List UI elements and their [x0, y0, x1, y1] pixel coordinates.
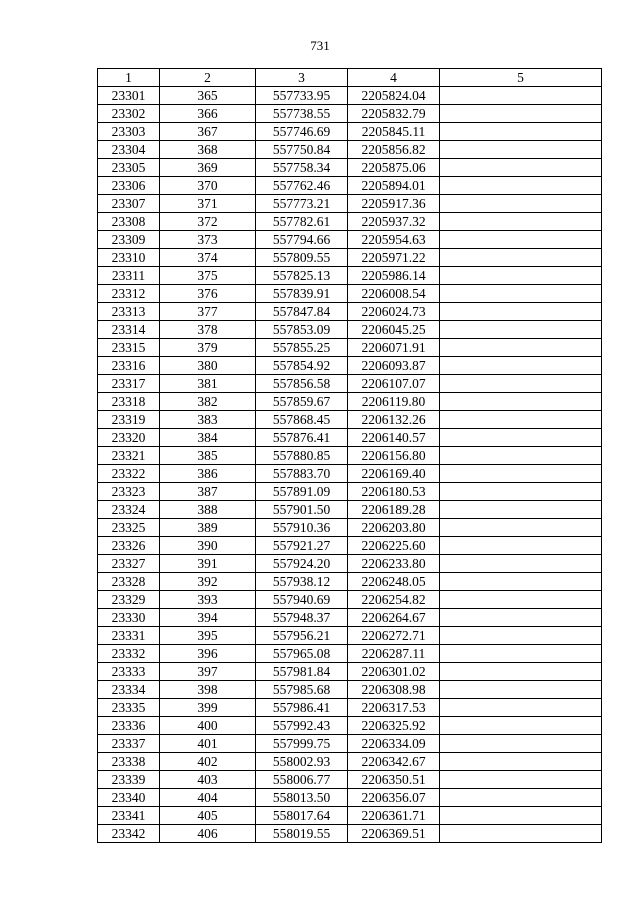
table-row — [98, 285, 602, 303]
vertex-index-cell: 382 — [160, 393, 256, 411]
notes-cell — [440, 357, 602, 375]
x-coordinate-cell: 557986.41 — [256, 699, 348, 717]
y-coordinate-cell: 2206325.92 — [348, 717, 440, 735]
x-coordinate-cell: 557782.61 — [256, 213, 348, 231]
x-coordinate-cell: 557999.75 — [256, 735, 348, 753]
table-row — [98, 735, 602, 753]
coordinates-table — [97, 68, 602, 843]
table-row — [98, 789, 602, 807]
table-row — [98, 213, 602, 231]
x-coordinate-cell: 557847.84 — [256, 303, 348, 321]
table-row — [98, 645, 602, 663]
y-coordinate-cell: 2205971.22 — [348, 249, 440, 267]
vertex-index-cell: 381 — [160, 375, 256, 393]
point-number-cell: 23334 — [98, 681, 160, 699]
point-number-cell: 23315 — [98, 339, 160, 357]
notes-cell — [440, 411, 602, 429]
x-coordinate-cell: 557758.34 — [256, 159, 348, 177]
table-row — [98, 105, 602, 123]
point-number-cell: 23337 — [98, 735, 160, 753]
table-row — [98, 357, 602, 375]
table-row — [98, 141, 602, 159]
table-row — [98, 267, 602, 285]
vertex-index-cell: 387 — [160, 483, 256, 501]
y-coordinate-cell: 2206254.82 — [348, 591, 440, 609]
x-coordinate-cell: 558017.64 — [256, 807, 348, 825]
x-coordinate-cell: 557853.09 — [256, 321, 348, 339]
table-row — [98, 375, 602, 393]
vertex-index-cell: 376 — [160, 285, 256, 303]
notes-cell — [440, 735, 602, 753]
table-row — [98, 663, 602, 681]
point-number-cell: 23342 — [98, 825, 160, 843]
table-row — [98, 339, 602, 357]
point-number-cell: 23310 — [98, 249, 160, 267]
notes-cell — [440, 645, 602, 663]
y-coordinate-cell: 2206008.54 — [348, 285, 440, 303]
y-coordinate-cell: 2206180.53 — [348, 483, 440, 501]
y-coordinate-cell: 2206334.09 — [348, 735, 440, 753]
x-coordinate-cell: 558006.77 — [256, 771, 348, 789]
x-coordinate-cell: 557733.95 — [256, 87, 348, 105]
column-header-3: 3 — [256, 69, 348, 87]
y-coordinate-cell: 2206308.98 — [348, 681, 440, 699]
notes-cell — [440, 483, 602, 501]
y-coordinate-cell: 2205875.06 — [348, 159, 440, 177]
table-row — [98, 573, 602, 591]
vertex-index-cell: 371 — [160, 195, 256, 213]
point-number-cell: 23336 — [98, 717, 160, 735]
table-row — [98, 303, 602, 321]
y-coordinate-cell: 2206024.73 — [348, 303, 440, 321]
y-coordinate-cell: 2206203.80 — [348, 519, 440, 537]
x-coordinate-cell: 557880.85 — [256, 447, 348, 465]
vertex-index-cell: 389 — [160, 519, 256, 537]
vertex-index-cell: 384 — [160, 429, 256, 447]
point-number-cell: 23327 — [98, 555, 160, 573]
notes-cell — [440, 465, 602, 483]
notes-cell — [440, 789, 602, 807]
y-coordinate-cell: 2206071.91 — [348, 339, 440, 357]
vertex-index-cell: 374 — [160, 249, 256, 267]
notes-cell — [440, 501, 602, 519]
y-coordinate-cell: 2206342.67 — [348, 753, 440, 771]
x-coordinate-cell: 557985.68 — [256, 681, 348, 699]
table-row — [98, 555, 602, 573]
point-number-cell: 23338 — [98, 753, 160, 771]
table-row — [98, 483, 602, 501]
notes-cell — [440, 87, 602, 105]
point-number-cell: 23330 — [98, 609, 160, 627]
x-coordinate-cell: 557854.92 — [256, 357, 348, 375]
vertex-index-cell: 391 — [160, 555, 256, 573]
point-number-cell: 23312 — [98, 285, 160, 303]
y-coordinate-cell: 2206233.80 — [348, 555, 440, 573]
notes-cell — [440, 321, 602, 339]
y-coordinate-cell: 2205894.01 — [348, 177, 440, 195]
x-coordinate-cell: 557738.55 — [256, 105, 348, 123]
y-coordinate-cell: 2205937.32 — [348, 213, 440, 231]
x-coordinate-cell: 557825.13 — [256, 267, 348, 285]
notes-cell — [440, 285, 602, 303]
y-coordinate-cell: 2205845.11 — [348, 123, 440, 141]
table-row — [98, 501, 602, 519]
y-coordinate-cell: 2206287.11 — [348, 645, 440, 663]
vertex-index-cell: 388 — [160, 501, 256, 519]
y-coordinate-cell: 2206107.07 — [348, 375, 440, 393]
vertex-index-cell: 398 — [160, 681, 256, 699]
table-row — [98, 249, 602, 267]
point-number-cell: 23305 — [98, 159, 160, 177]
table-row — [98, 717, 602, 735]
y-coordinate-cell: 2206045.25 — [348, 321, 440, 339]
point-number-cell: 23322 — [98, 465, 160, 483]
notes-cell — [440, 681, 602, 699]
y-coordinate-cell: 2206301.02 — [348, 663, 440, 681]
notes-cell — [440, 717, 602, 735]
notes-cell — [440, 213, 602, 231]
point-number-cell: 23307 — [98, 195, 160, 213]
point-number-cell: 23308 — [98, 213, 160, 231]
table-row — [98, 825, 602, 843]
table-row — [98, 807, 602, 825]
vertex-index-cell: 372 — [160, 213, 256, 231]
y-coordinate-cell: 2206169.40 — [348, 465, 440, 483]
point-number-cell: 23319 — [98, 411, 160, 429]
vertex-index-cell: 402 — [160, 753, 256, 771]
vertex-index-cell: 393 — [160, 591, 256, 609]
x-coordinate-cell: 557746.69 — [256, 123, 348, 141]
notes-cell — [440, 519, 602, 537]
column-header-5: 5 — [440, 69, 602, 87]
vertex-index-cell: 400 — [160, 717, 256, 735]
x-coordinate-cell: 557965.08 — [256, 645, 348, 663]
table-row — [98, 753, 602, 771]
notes-cell — [440, 753, 602, 771]
notes-cell — [440, 591, 602, 609]
notes-cell — [440, 249, 602, 267]
table-row — [98, 609, 602, 627]
vertex-index-cell: 369 — [160, 159, 256, 177]
vertex-index-cell: 395 — [160, 627, 256, 645]
point-number-cell: 23320 — [98, 429, 160, 447]
y-coordinate-cell: 2206248.05 — [348, 573, 440, 591]
table-row — [98, 159, 602, 177]
vertex-index-cell: 403 — [160, 771, 256, 789]
x-coordinate-cell: 557940.69 — [256, 591, 348, 609]
y-coordinate-cell: 2206317.53 — [348, 699, 440, 717]
notes-cell — [440, 339, 602, 357]
notes-cell — [440, 123, 602, 141]
y-coordinate-cell: 2205824.04 — [348, 87, 440, 105]
notes-cell — [440, 393, 602, 411]
table-row — [98, 447, 602, 465]
table-row — [98, 177, 602, 195]
point-number-cell: 23318 — [98, 393, 160, 411]
x-coordinate-cell: 557938.12 — [256, 573, 348, 591]
y-coordinate-cell: 2206356.07 — [348, 789, 440, 807]
x-coordinate-cell: 557910.36 — [256, 519, 348, 537]
x-coordinate-cell: 558002.93 — [256, 753, 348, 771]
point-number-cell: 23317 — [98, 375, 160, 393]
point-number-cell: 23303 — [98, 123, 160, 141]
table-row — [98, 429, 602, 447]
point-number-cell: 23340 — [98, 789, 160, 807]
vertex-index-cell: 405 — [160, 807, 256, 825]
x-coordinate-cell: 557868.45 — [256, 411, 348, 429]
notes-cell — [440, 105, 602, 123]
notes-cell — [440, 159, 602, 177]
y-coordinate-cell: 2206156.80 — [348, 447, 440, 465]
column-header-1: 1 — [98, 69, 160, 87]
table-row — [98, 537, 602, 555]
point-number-cell: 23313 — [98, 303, 160, 321]
point-number-cell: 23335 — [98, 699, 160, 717]
notes-cell — [440, 825, 602, 843]
y-coordinate-cell: 2206272.71 — [348, 627, 440, 645]
x-coordinate-cell: 557876.41 — [256, 429, 348, 447]
table-row — [98, 411, 602, 429]
vertex-index-cell: 404 — [160, 789, 256, 807]
table-row — [98, 681, 602, 699]
x-coordinate-cell: 557839.91 — [256, 285, 348, 303]
point-number-cell: 23301 — [98, 87, 160, 105]
notes-cell — [440, 699, 602, 717]
vertex-index-cell: 406 — [160, 825, 256, 843]
table-row — [98, 699, 602, 717]
notes-cell — [440, 177, 602, 195]
x-coordinate-cell: 557948.37 — [256, 609, 348, 627]
notes-cell — [440, 555, 602, 573]
x-coordinate-cell: 557981.84 — [256, 663, 348, 681]
x-coordinate-cell: 557859.67 — [256, 393, 348, 411]
table-row — [98, 627, 602, 645]
page-number: 731 — [310, 38, 330, 53]
point-number-cell: 23314 — [98, 321, 160, 339]
x-coordinate-cell: 557924.20 — [256, 555, 348, 573]
vertex-index-cell: 373 — [160, 231, 256, 249]
notes-cell — [440, 807, 602, 825]
vertex-index-cell: 397 — [160, 663, 256, 681]
point-number-cell: 23326 — [98, 537, 160, 555]
point-number-cell: 23323 — [98, 483, 160, 501]
y-coordinate-cell: 2206361.71 — [348, 807, 440, 825]
y-coordinate-cell: 2206264.67 — [348, 609, 440, 627]
table-row — [98, 195, 602, 213]
point-number-cell: 23339 — [98, 771, 160, 789]
notes-cell — [440, 375, 602, 393]
table-row — [98, 465, 602, 483]
notes-cell — [440, 429, 602, 447]
vertex-index-cell: 396 — [160, 645, 256, 663]
notes-cell — [440, 627, 602, 645]
x-coordinate-cell: 557773.21 — [256, 195, 348, 213]
x-coordinate-cell: 557921.27 — [256, 537, 348, 555]
y-coordinate-cell: 2206350.51 — [348, 771, 440, 789]
x-coordinate-cell: 557856.58 — [256, 375, 348, 393]
x-coordinate-cell: 558019.55 — [256, 825, 348, 843]
point-number-cell: 23325 — [98, 519, 160, 537]
y-coordinate-cell: 2206369.51 — [348, 825, 440, 843]
point-number-cell: 23341 — [98, 807, 160, 825]
vertex-index-cell: 383 — [160, 411, 256, 429]
x-coordinate-cell: 557794.66 — [256, 231, 348, 249]
notes-cell — [440, 267, 602, 285]
vertex-index-cell: 401 — [160, 735, 256, 753]
x-coordinate-cell: 557901.50 — [256, 501, 348, 519]
table-body — [98, 87, 602, 843]
vertex-index-cell: 377 — [160, 303, 256, 321]
table-row — [98, 123, 602, 141]
vertex-index-cell: 370 — [160, 177, 256, 195]
y-coordinate-cell: 2206119.80 — [348, 393, 440, 411]
point-number-cell: 23332 — [98, 645, 160, 663]
vertex-index-cell: 399 — [160, 699, 256, 717]
vertex-index-cell: 375 — [160, 267, 256, 285]
vertex-index-cell: 394 — [160, 609, 256, 627]
notes-cell — [440, 195, 602, 213]
notes-cell — [440, 141, 602, 159]
point-number-cell: 23321 — [98, 447, 160, 465]
table-row — [98, 321, 602, 339]
vertex-index-cell: 365 — [160, 87, 256, 105]
vertex-index-cell: 385 — [160, 447, 256, 465]
point-number-cell: 23304 — [98, 141, 160, 159]
vertex-index-cell: 379 — [160, 339, 256, 357]
notes-cell — [440, 771, 602, 789]
notes-cell — [440, 303, 602, 321]
y-coordinate-cell: 2205856.82 — [348, 141, 440, 159]
y-coordinate-cell: 2205832.79 — [348, 105, 440, 123]
notes-cell — [440, 609, 602, 627]
y-coordinate-cell: 2206189.28 — [348, 501, 440, 519]
table-row — [98, 591, 602, 609]
point-number-cell: 23328 — [98, 573, 160, 591]
vertex-index-cell: 390 — [160, 537, 256, 555]
x-coordinate-cell: 558013.50 — [256, 789, 348, 807]
point-number-cell: 23324 — [98, 501, 160, 519]
x-coordinate-cell: 557762.46 — [256, 177, 348, 195]
table-row — [98, 87, 602, 105]
vertex-index-cell: 386 — [160, 465, 256, 483]
vertex-index-cell: 380 — [160, 357, 256, 375]
point-number-cell: 23309 — [98, 231, 160, 249]
x-coordinate-cell: 557956.21 — [256, 627, 348, 645]
x-coordinate-cell: 557883.70 — [256, 465, 348, 483]
y-coordinate-cell: 2205954.63 — [348, 231, 440, 249]
notes-cell — [440, 663, 602, 681]
vertex-index-cell: 378 — [160, 321, 256, 339]
vertex-index-cell: 392 — [160, 573, 256, 591]
table-row — [98, 771, 602, 789]
point-number-cell: 23331 — [98, 627, 160, 645]
y-coordinate-cell: 2206225.60 — [348, 537, 440, 555]
notes-cell — [440, 447, 602, 465]
vertex-index-cell: 366 — [160, 105, 256, 123]
x-coordinate-cell: 557855.25 — [256, 339, 348, 357]
x-coordinate-cell: 557809.55 — [256, 249, 348, 267]
table-row — [98, 231, 602, 249]
notes-cell — [440, 573, 602, 591]
y-coordinate-cell: 2205917.36 — [348, 195, 440, 213]
point-number-cell: 23329 — [98, 591, 160, 609]
y-coordinate-cell: 2206093.87 — [348, 357, 440, 375]
point-number-cell: 23306 — [98, 177, 160, 195]
point-number-cell: 23311 — [98, 267, 160, 285]
table-header — [98, 69, 602, 87]
point-number-cell: 23333 — [98, 663, 160, 681]
x-coordinate-cell: 557891.09 — [256, 483, 348, 501]
x-coordinate-cell: 557750.84 — [256, 141, 348, 159]
notes-cell — [440, 537, 602, 555]
vertex-index-cell: 367 — [160, 123, 256, 141]
y-coordinate-cell: 2206140.57 — [348, 429, 440, 447]
column-header-2: 2 — [160, 69, 256, 87]
column-header-4: 4 — [348, 69, 440, 87]
vertex-index-cell: 368 — [160, 141, 256, 159]
y-coordinate-cell: 2206132.26 — [348, 411, 440, 429]
point-number-cell: 23316 — [98, 357, 160, 375]
point-number-cell: 23302 — [98, 105, 160, 123]
notes-cell — [440, 231, 602, 249]
table-row — [98, 393, 602, 411]
header-row — [98, 69, 602, 87]
x-coordinate-cell: 557992.43 — [256, 717, 348, 735]
y-coordinate-cell: 2205986.14 — [348, 267, 440, 285]
table-row — [98, 519, 602, 537]
